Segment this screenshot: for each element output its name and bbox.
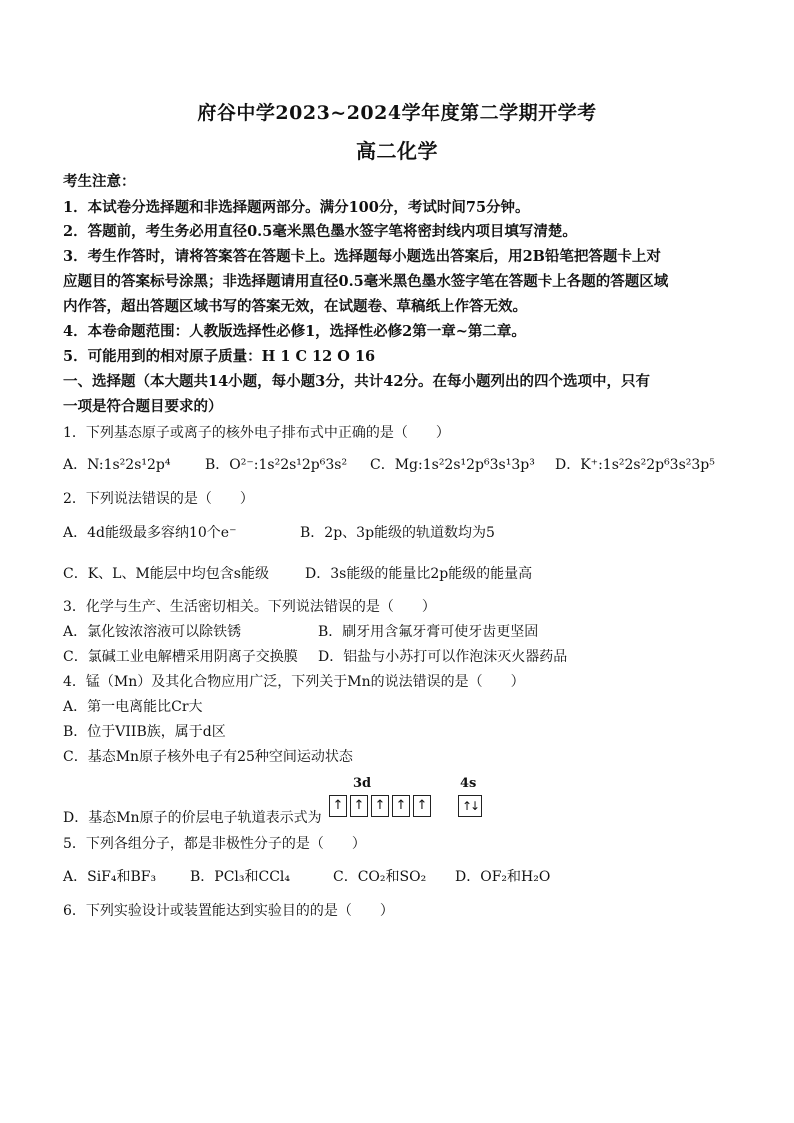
question-4-stem: 4．锰（Mn）及其化合物应用广泛，下列关于Mn的说法错误的是（ ） bbox=[63, 674, 525, 690]
orbital-3d-box-4: ↑ bbox=[392, 795, 410, 817]
question-5-stem: 5．下列各组分子，都是非极性分子的是（ ） bbox=[63, 836, 366, 852]
orbital-3d-box-5: ↑ bbox=[413, 795, 431, 817]
question-2-option-a: A．4d能级最多容纳10个e⁻ bbox=[63, 525, 237, 541]
exam-title: 府谷中学2023~2024学年度第二学期开学考 bbox=[197, 102, 597, 124]
notice-heading: 考生注意： bbox=[63, 173, 136, 190]
question-1-option-b: B．O²⁻:1s²2s¹2p⁶3s² bbox=[205, 457, 348, 473]
orbital-4s-box: ↑↓ bbox=[458, 795, 482, 817]
question-1-option-c: C．Mg:1s²2s¹2p⁶3s¹3p³ bbox=[370, 457, 535, 473]
notice-item-2: 2．答题前，考生务必用直径0.5毫米黑色墨水签字笔将密封线内项目填写清楚。 bbox=[63, 223, 577, 240]
notice-item-3: 3．考生作答时，请将答案答在答题卡上。选择题每小题选出答案后，用2B铅笔把答题卡上对 bbox=[63, 248, 661, 265]
section-heading: 一、选择题（本大题共14小题，每小题3分，共计42分。在每小题列出的四个选项中，只有 bbox=[63, 373, 650, 390]
question-2-option-b: B．2p、3p能级的轨道数均为5 bbox=[300, 525, 495, 541]
question-2-option-d: D．3s能级的能量比2p能级的能量高 bbox=[305, 566, 533, 582]
question-2-option-c: C．K、L、M能层中均包含s能级 bbox=[63, 566, 269, 582]
question-4-option-b: B．位于VIIB族，属于d区 bbox=[63, 724, 226, 740]
orbital-3d-box-1: ↑ bbox=[329, 795, 347, 817]
question-4-option-d: D．基态Mn原子的价层电子轨道表示式为 bbox=[63, 810, 322, 826]
orbital-3d-box-2: ↑ bbox=[350, 795, 368, 817]
notice-item-3-cont2: 内作答，超出答题区域书写的答案无效，在试题卷、草稿纸上作答无效。 bbox=[63, 298, 527, 315]
question-1-option-d: D．K⁺:1s²2s²2p⁶3s²3p⁵ bbox=[555, 457, 715, 473]
orbital-diagram bbox=[326, 776, 496, 826]
question-3-option-a: A．氯化铵浓溶液可以除铁锈 bbox=[63, 624, 242, 640]
question-1-stem: 1．下列基态原子或离子的核外电子排布式中正确的是（ ） bbox=[63, 425, 450, 441]
orbital-label-3d: 3d bbox=[353, 776, 372, 791]
exam-subtitle: 高二化学 bbox=[356, 139, 438, 163]
question-3-option-d: D．铝盐与小苏打可以作泡沫灭火器药品 bbox=[318, 649, 568, 665]
question-3-stem: 3．化学与生产、生活密切相关。下列说法错误的是（ ） bbox=[63, 599, 436, 615]
question-3-option-c: C．氯碱工业电解槽采用阴离子交换膜 bbox=[63, 649, 298, 665]
notice-item-5: 5．可能用到的相对原子质量：H 1 C 12 O 16 bbox=[63, 348, 376, 365]
section-heading-cont: 一项是符合题目要求的） bbox=[63, 398, 223, 415]
orbital-3d-box-3: ↑ bbox=[371, 795, 389, 817]
question-5-option-b: B．PCl₃和CCl₄ bbox=[190, 869, 291, 885]
question-2-stem: 2．下列说法错误的是（ ） bbox=[63, 491, 254, 507]
notice-item-3-cont: 应题目的答案标号涂黑；非选择题请用直径0.5毫米黑色墨水签字笔在答题卡上各题的答题区域 bbox=[63, 273, 669, 290]
notice-item-1: 1．本试卷分选择题和非选择题两部分。满分100分，考试时间75分钟。 bbox=[63, 199, 530, 216]
question-1-option-a: A．N:1s²2s¹2p⁴ bbox=[63, 457, 171, 473]
question-6-stem: 6．下列实验设计或装置能达到实验目的的是（ ） bbox=[63, 903, 394, 919]
question-4-option-a: A．第一电离能比Cr大 bbox=[63, 699, 203, 715]
question-5-option-d: D．OF₂和H₂O bbox=[455, 869, 551, 885]
question-4-option-c: C．基态Mn原子核外电子有25种空间运动状态 bbox=[63, 749, 353, 765]
question-5-option-c: C．CO₂和SO₂ bbox=[333, 869, 427, 885]
question-3-option-b: B．刷牙用含氟牙膏可使牙齿更坚固 bbox=[318, 624, 539, 640]
orbital-label-4s: 4s bbox=[460, 776, 477, 791]
notice-item-4: 4．本卷命题范围：人教版选择性必修1，选择性必修2第一章~第二章。 bbox=[63, 323, 526, 340]
question-5-option-a: A．SiF₄和BF₃ bbox=[63, 869, 157, 885]
